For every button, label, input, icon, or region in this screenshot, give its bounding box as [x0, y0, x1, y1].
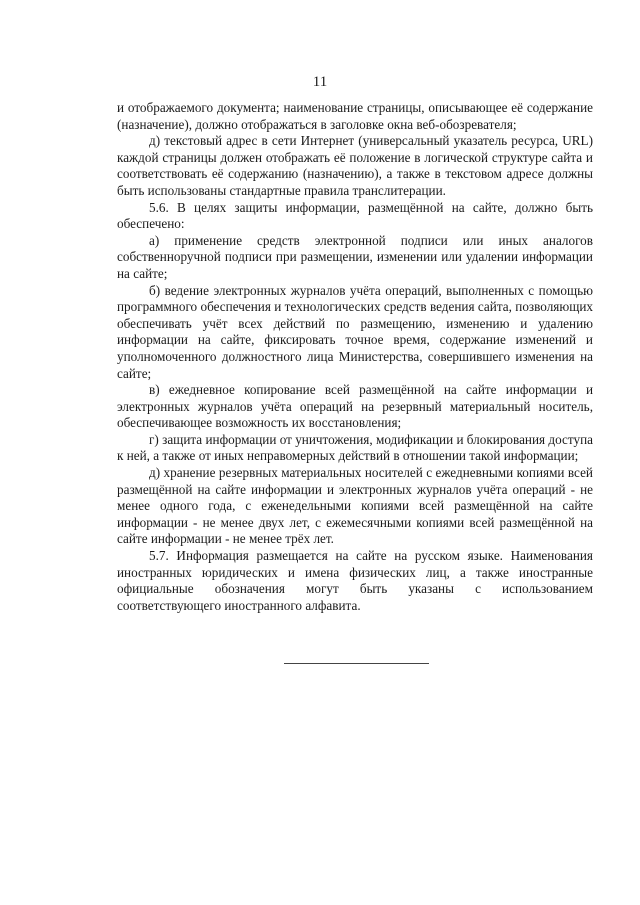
paragraph-item-d-storage: д) хранение резервных материальных носителей с ежедневными копиями всей размещённой на сайте информации и электронных журналов учёта операций - не менее одного года, с еженедельными копиями всей размещённой на сайте информации - не менее двух лет, с ежемесячными копиями всей размещённой на сайте информации - не менее трёх лет. — [117, 465, 593, 547]
paragraph-item-b: б) ведение электронных журналов учёта операций, выполненных с помощью программного обеспечения и технологических средств ведения сайта, позволяющих обеспечивать учёт всех действий по размещению, изменению и удалению информации на сайте, фиксировать точное время, содержание изменений и уполномоченного должностного лица Министерства, совершившего изменения на сайте; — [117, 282, 593, 381]
page-number: 11 — [312, 74, 328, 90]
document-body — [117, 100, 593, 614]
paragraph-item-a: а) применение средств электронной подписи или иных аналогов собственноручной подписи при размещении, изменении или удалении информации на сайте; — [117, 232, 593, 281]
paragraph-5-7: 5.7. Информация размещается на сайте на русском языке. Наименования иностранных юридических и имена физических лиц, а также иностранные официальные обозначения могут быть указаны с использованием соответствующего иностранного алфавита. — [117, 548, 593, 613]
end-rule — [284, 663, 429, 664]
paragraph-5-6: 5.6. В целях защиты информации, размещённой на сайте, должно быть обеспечено: — [117, 199, 593, 232]
paragraph-continuation: и отображаемого документа; наименование страницы, описывающее её содержание (назначение), должно отображаться в заголовке окна веб-обозревателя; — [117, 100, 593, 132]
paragraph-item-g: г) защита информации от уничтожения, модификации и блокирования доступа к ней, а также от иных неправомерных действий в отношении такой информации; — [117, 431, 593, 464]
paragraph-item-d-url: д) текстовый адрес в сети Интернет (универсальный указатель ресурса, URL) каждой страницы должен отображать её положение в логической структуре сайта и соответствовать её содержанию (назначению), а также в текстовом адресе должны быть использованы стандартные правила транслитерации. — [117, 133, 593, 198]
paragraph-item-v: в) ежедневное копирование всей размещённой на сайте информации и электронных журналов учёта операций на резервный материальный носитель, обеспечивающее возможность их восстановления; — [117, 382, 593, 431]
